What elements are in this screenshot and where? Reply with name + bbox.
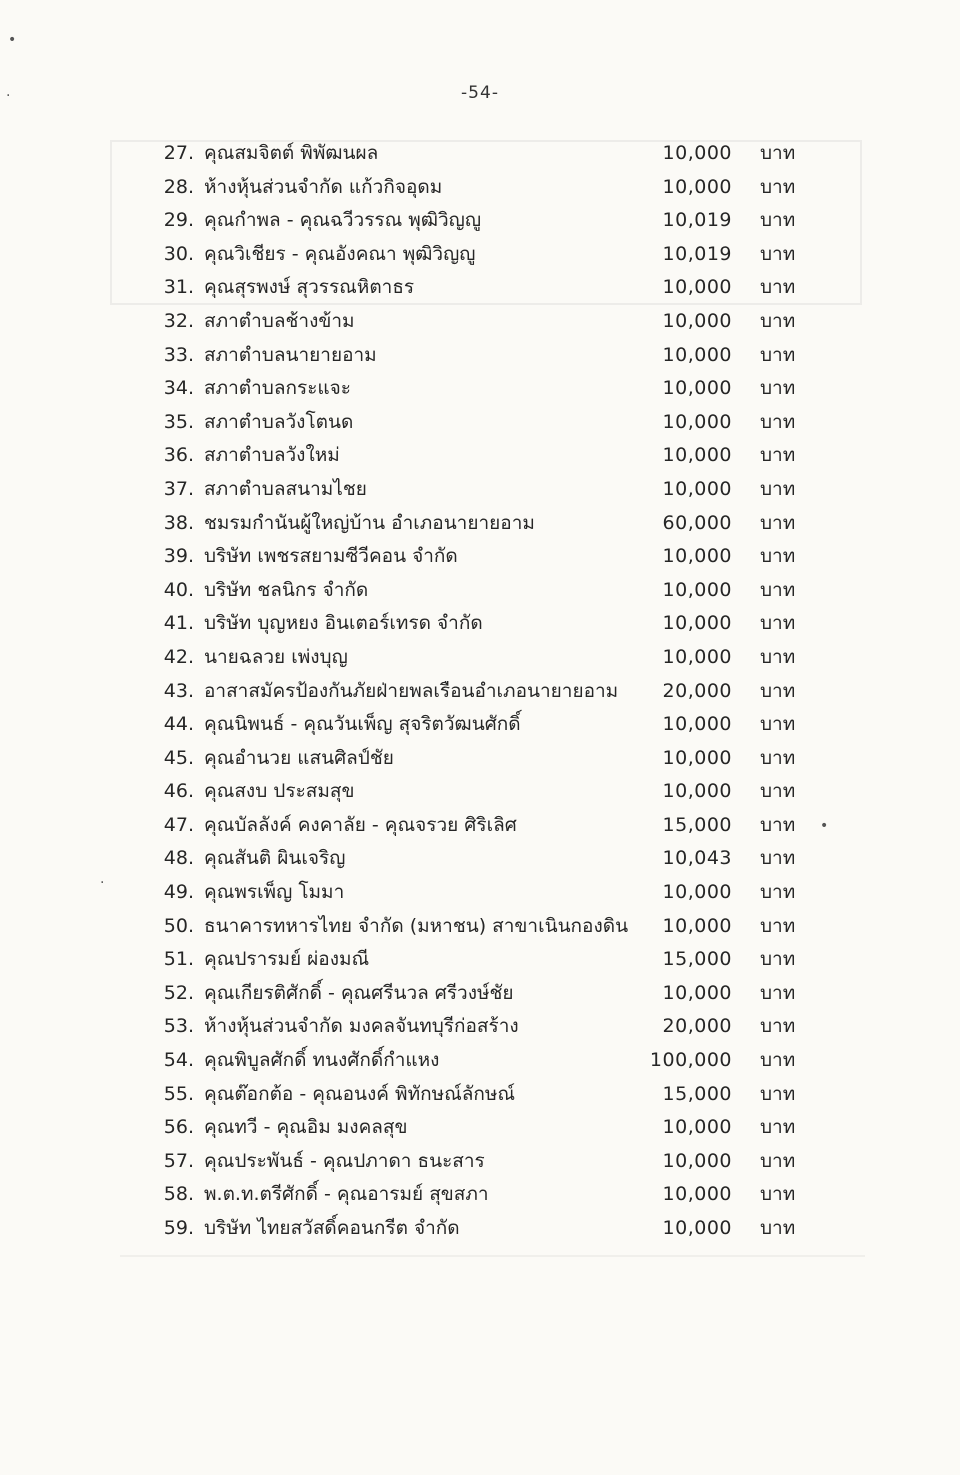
donor-num: 54. [163,1049,194,1072]
donor-num: 40. [163,578,194,601]
donor-amount: 60,000 [662,511,732,534]
donor-num: 56. [163,1116,194,1139]
donor-name: อาสาสมัครป้องกันภัยฝ่ายพลเรือนอำเภอนายายอาม [204,679,619,702]
donor-name: ห้างหุ้นส่วนจำกัด แก้วกิจอุดม [204,175,443,198]
donor-unit: บาท [760,410,796,433]
donor-name: คุณสุรพงษ์ สุวรรณหิตาธร [204,276,415,299]
donor-amount: 10,000 [662,713,732,736]
donor-unit: บาท [760,545,796,568]
donor-unit: บาท [760,477,796,500]
donor-name: คุณพรเพ็ญ โมมา [204,881,345,904]
donor-name: สภาตำบลวังใหม่ [204,444,340,467]
donor-amount: 10,000 [662,410,732,433]
donor-row [0,977,960,1011]
donor-amount: 10,000 [662,612,732,635]
scan-speck: • [820,818,829,834]
donor-name: สภาตำบลช้างข้าม [204,309,355,332]
donor-row [0,842,960,876]
donor-num: 47. [163,813,194,836]
donor-amount: 10,000 [662,545,732,568]
donor-unit: บาท [760,1183,796,1206]
donor-amount: 15,000 [662,813,732,836]
donor-unit: บาท [760,511,796,534]
donor-name: บริษัท เพชรสยามซีวีคอน จำกัด [204,545,458,568]
donor-num: 57. [163,1149,194,1172]
donor-name: สภาตำบลนายายอาม [204,343,377,366]
donor-row [0,1010,960,1044]
donor-num: 52. [163,981,194,1004]
donor-amount: 10,000 [662,175,732,198]
donor-amount: 10,000 [662,981,732,1004]
donor-amount: 10,000 [662,914,732,937]
donor-name: สภาตำบลสนามไชย [204,477,367,500]
donor-num: 35. [163,410,194,433]
donor-name: บริษัท บุญหยง อินเตอร์เทรด จำกัด [204,612,483,635]
donor-unit: บาท [760,981,796,1004]
donor-row [0,641,960,675]
donor-num: 31. [163,276,194,299]
donor-name: คุณเกียรติศักดิ์ - คุณศรีนวล ศรีวงษ์ชัย [204,981,514,1004]
donor-name: คุณทวี - คุณอิม มงคลสุข [204,1116,408,1139]
donor-num: 32. [163,309,194,332]
donor-unit: บาท [760,343,796,366]
donor-num: 34. [163,377,194,400]
donor-unit: บาท [760,142,796,164]
donor-num: 28. [163,175,194,198]
donor-unit: บาท [760,780,796,803]
donor-unit: บาท [760,746,796,769]
donor-amount: 20,000 [662,679,732,702]
donor-num: 53. [163,1015,194,1038]
donor-row [0,675,960,709]
donor-num: 36. [163,444,194,467]
donor-amount: 10,000 [662,343,732,366]
donor-amount: 10,000 [662,142,732,164]
show-through-line [120,1255,865,1269]
donor-amount: 10,000 [662,578,732,601]
donor-unit: บาท [760,948,796,971]
donor-unit: บาท [760,1049,796,1072]
donor-unit: บาท [760,914,796,937]
donor-amount: 15,000 [662,1082,732,1105]
donor-list [0,137,960,1246]
donor-row [0,439,960,473]
donor-name: สภาตำบลวังโตนด [204,410,354,433]
donor-row [0,1111,960,1145]
donor-unit: บาท [760,713,796,736]
donor-amount: 10,000 [662,1183,732,1206]
donor-unit: บาท [760,209,796,232]
donor-num: 41. [163,612,194,635]
donor-unit: บาท [760,242,796,265]
donor-row [0,876,960,910]
donor-row [0,943,960,977]
donor-num: 27. [163,142,194,164]
donor-row [0,1078,960,1112]
donor-num: 38. [163,511,194,534]
donor-unit: บาท [760,1116,796,1139]
donor-row [0,708,960,742]
donor-row [0,339,960,373]
donor-unit: บาท [760,847,796,870]
donor-num: 46. [163,780,194,803]
donor-amount: 10,000 [662,1116,732,1139]
donor-unit: บาท [760,175,796,198]
donor-name: คุณปรารมย์ ผ่องมณี [204,948,370,971]
donor-row [0,607,960,641]
donor-row [0,1145,960,1179]
donor-unit: บาท [760,1082,796,1105]
donor-amount: 10,019 [662,242,732,265]
donor-row [0,271,960,305]
donor-row [0,775,960,809]
donor-amount: 10,000 [662,477,732,500]
donor-unit: บาท [760,377,796,400]
donor-name: พ.ต.ท.ตรีศักดิ์ - คุณอารมย์ สุขสภา [204,1183,489,1206]
donor-amount: 10,000 [662,645,732,668]
donor-name: คุณสันติ ผินเจริญ [204,847,346,870]
donor-row [0,238,960,272]
donor-row [0,1044,960,1078]
donor-amount: 10,000 [662,309,732,332]
donor-unit: บาท [760,813,796,836]
scan-speck: · [6,88,11,104]
donor-amount: 20,000 [662,1015,732,1038]
donor-num: 33. [163,343,194,366]
donor-name: นายฉลวย เพ่งบุญ [204,645,348,668]
donor-name: คุณกำพล - คุณฉวีวรรณ พุฒิวิญญู [204,209,482,232]
donor-amount: 10,043 [662,847,732,870]
donor-name: คุณบัลลังค์ คงคาลัย - คุณจรวย ศิริเลิศ [204,813,517,836]
donor-name: คุณนิพนธ์ - คุณวันเพ็ญ สุจริตวัฒนศักดิ์ [204,713,521,736]
donor-unit: บาท [760,1217,796,1239]
donor-num: 50. [163,914,194,937]
donor-num: 59. [163,1217,194,1239]
donor-row [0,137,960,171]
donor-name: คุณสมจิตต์ พิพัฒนผล [204,142,379,164]
donor-row [0,305,960,339]
donor-unit: บาท [760,276,796,299]
donor-unit: บาท [760,881,796,904]
scan-speck: · [100,875,105,891]
donor-num: 39. [163,545,194,568]
donor-row [0,742,960,776]
donor-amount: 10,000 [662,1217,732,1239]
donor-row [0,204,960,238]
donor-name: คุณต๊อกต้อ - คุณอนงค์ พิทักษณ์ลักษณ์ [204,1082,516,1105]
donor-unit: บาท [760,309,796,332]
donor-unit: บาท [760,444,796,467]
donor-row [0,910,960,944]
donor-amount: 10,000 [662,444,732,467]
donor-amount: 10,000 [662,780,732,803]
donor-amount: 10,000 [662,746,732,769]
donor-amount: 10,000 [662,276,732,299]
donor-name: คุณพิบูลศักดิ์ ทนงศักดิ์กำแหง [204,1049,440,1072]
donor-amount: 10,000 [662,1149,732,1172]
donor-name: คุณประพันธ์ - คุณปภาดา ธนะสาร [204,1149,485,1172]
donor-num: 58. [163,1183,194,1206]
scan-speck: • [8,32,17,48]
donor-row [0,574,960,608]
donor-num: 55. [163,1082,194,1105]
donor-name: บริษัท ไทยสวัสดิ์คอนกรีต จำกัด [204,1217,460,1239]
donor-name: ธนาคารทหารไทย จำกัด (มหาชน) สาขาเนินกองดิน [204,914,629,937]
donor-name: คุณอำนวย แสนศิลป์ชัย [204,746,394,769]
donor-row [0,507,960,541]
donor-amount: 10,000 [662,377,732,400]
donor-name: คุณสงบ ประสมสุข [204,780,355,803]
donor-unit: บาท [760,578,796,601]
donor-row [0,171,960,205]
donor-num: 30. [163,242,194,265]
donor-name: ชมรมกำนันผู้ใหญ่บ้าน อำเภอนายายอาม [204,511,535,534]
donor-num: 43. [163,679,194,702]
donor-amount: 10,019 [662,209,732,232]
donor-row [0,1212,960,1246]
donor-unit: บาท [760,1149,796,1172]
donor-row [0,540,960,574]
donor-row [0,406,960,440]
donor-num: 51. [163,948,194,971]
donor-name: ห้างหุ้นส่วนจำกัด มงคลจันทบุรีก่อสร้าง [204,1015,519,1038]
donor-num: 37. [163,477,194,500]
donor-num: 44. [163,713,194,736]
donor-name: สภาตำบลกระแจะ [204,377,351,400]
donor-row [0,473,960,507]
donor-num: 49. [163,881,194,904]
donor-row [0,809,960,843]
donor-unit: บาท [760,645,796,668]
donor-name: บริษัท ชลนิกร จำกัด [204,578,369,601]
donor-unit: บาท [760,612,796,635]
donor-num: 29. [163,209,194,232]
donor-amount: 10,000 [662,881,732,904]
donor-num: 45. [163,746,194,769]
donor-num: 48. [163,847,194,870]
donor-row [0,1178,960,1212]
page-number: -54- [461,83,499,103]
donor-amount: 15,000 [662,948,732,971]
donor-amount: 100,000 [649,1049,732,1072]
donor-row [0,372,960,406]
donor-num: 42. [163,645,194,668]
donor-unit: บาท [760,1015,796,1038]
donor-name: คุณวิเชียร - คุณอังคณา พุฒิวิญญู [204,242,476,265]
donor-unit: บาท [760,679,796,702]
